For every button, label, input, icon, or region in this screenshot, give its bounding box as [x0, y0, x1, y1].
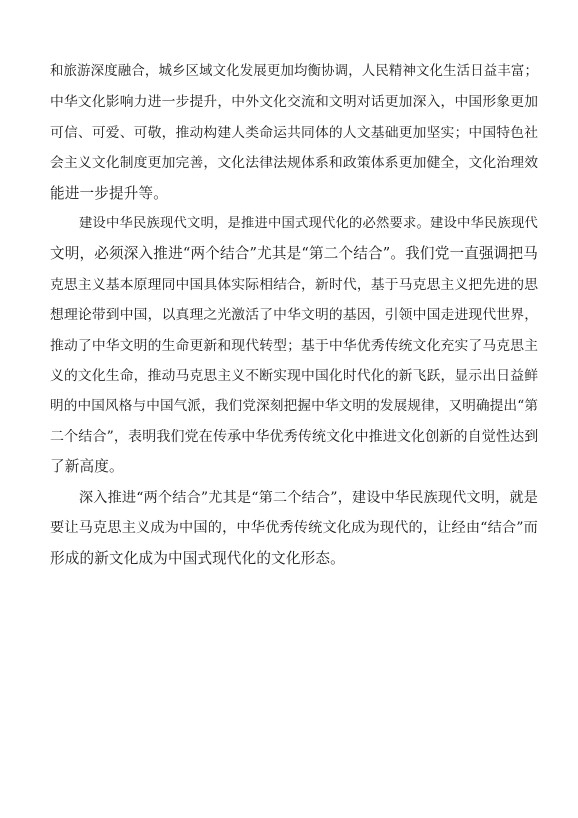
text-line: 深入推进“两个结合”尤其是“第二个结合”，建设中华民族现代文明，就是 [79, 489, 538, 506]
text-line: 形成的新文化成为中国式现代化的文化形态。 [50, 549, 345, 567]
text-line: 文明，必须深入推进“两个结合”尤其是“第二个结合”。我们党一直强调把马 [50, 245, 538, 263]
text-line: 和旅游深度融合，城乡区域文化发展更加均衡协调，人民精神文化生活日益丰富； [50, 64, 538, 79]
text-line: 想理论带到中国，以真理之光激活了中华文明的基因，引领中国走进现代世界， [50, 307, 538, 324]
text-line: 中华文化影响力进一步提升，中外文化交流和文明对话更加深入，中国形象更加 [50, 94, 538, 111]
text-line: 二个结合”，表明我们党在传承中华优秀传统文化中推进文化创新的自觉性达到 [50, 428, 538, 445]
text-line: 推动了中华文明的生命更新和现代转型；基于中华优秀传统文化充实了马克思主 [50, 337, 538, 354]
text-line: 明的中国风格与中国气派，我们党深刻把握中华文明的发展规律，又明确提出“第 [50, 398, 538, 415]
paragraph-3 [50, 483, 538, 574]
text-line: 义的文化生命，推动马克思主义不断实现中国化时代化的新飞跃，显示出日益鲜 [50, 368, 538, 385]
text-line: 了新高度。 [50, 458, 124, 476]
text-line: 能进一步提升等。 [50, 184, 168, 202]
text-line: 克思主义基本原理同中国具体实际相结合，新时代，基于马克思主义把先进的思 [50, 276, 538, 293]
document-body [50, 57, 538, 574]
paragraph-2 [50, 209, 538, 483]
text-line: 要让马克思主义成为中国的，中华优秀传统文化成为现代的，让经由“结合”而 [50, 520, 538, 537]
text-line: 建设中华民族现代文明，是推进中国式现代化的必然要求。建设中华民族现代 [79, 216, 538, 232]
paragraph-1 [50, 57, 538, 209]
text-line: 可信、可爱、可敬，推动构建人类命运共同体的人文基础更加坚实；中国特色社 [50, 124, 538, 141]
text-line: 会主义文化制度更加完善，文化法律法规体系和政策体系更加健全，文化治理效 [50, 155, 538, 172]
